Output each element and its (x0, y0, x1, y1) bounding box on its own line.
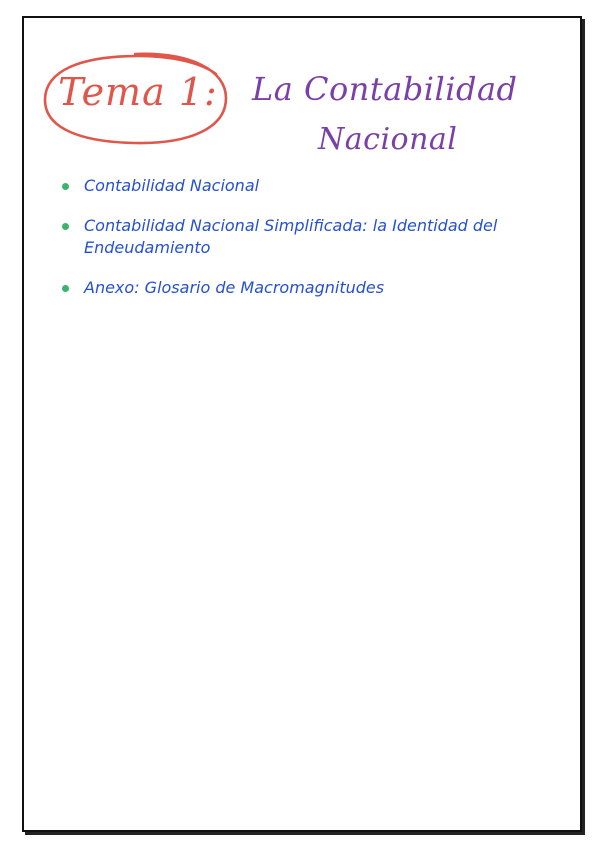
bullet-dot-icon (62, 223, 69, 230)
topic-list (60, 175, 520, 317)
bullet-dot-icon (62, 183, 69, 190)
bullet-dot-icon (62, 285, 69, 292)
list-item-text: Anexo: Glosario de Macromagnitudes (84, 278, 385, 297)
title-oval (40, 48, 230, 148)
page-title-line2: Nacional (318, 122, 458, 157)
list-item (60, 277, 520, 299)
list-item-text: Contabilidad Nacional (84, 176, 260, 195)
tema-label: Tema 1: (58, 70, 218, 114)
list-item-text: Contabilidad Nacional Simplificada: la Identidad del Endeudamiento (84, 216, 498, 257)
list-item (60, 215, 520, 259)
page-title-line1: La Contabilidad (252, 70, 518, 108)
list-item (60, 175, 520, 197)
